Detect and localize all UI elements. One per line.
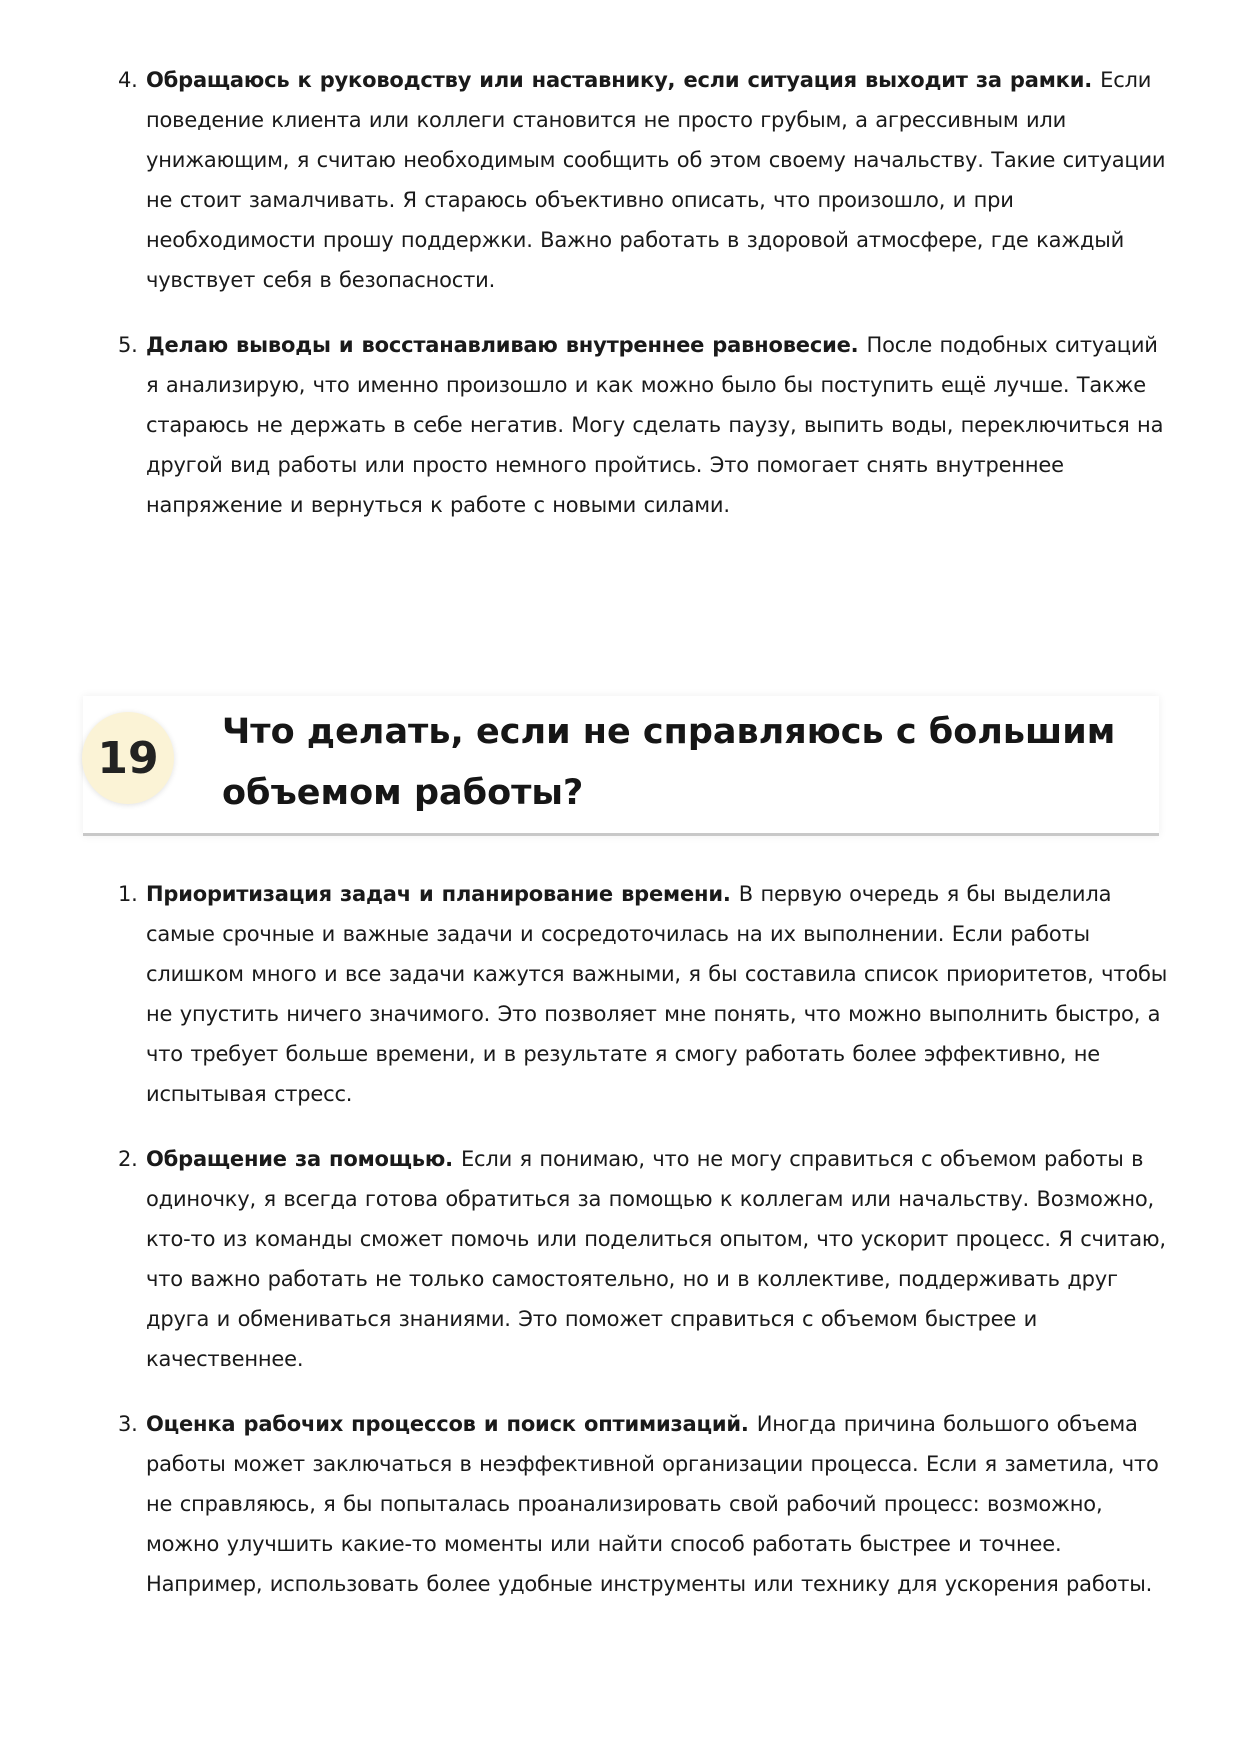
numbered-list-top	[118, 60, 1168, 525]
list-item-number: 2.	[118, 1147, 138, 1171]
list-item-title: Обращаюсь к руководству или наставнику, если ситуация выходит за рамки.	[146, 68, 1101, 92]
numbered-list-bottom	[118, 874, 1168, 1604]
list-item-number: 3.	[118, 1412, 138, 1436]
list-item-title: Оценка рабочих процессов и поиск оптимизаций.	[146, 1412, 757, 1436]
list-item-text: В первую очередь я бы выделила самые срочные и важные задачи и сосредоточилась на их выполнении. Если работы слишком много и все задачи кажутся важными, я бы составила список приоритетов, чтобы не упустить ничего значимого. Это позволяет мне понять, что можно выполнить быстро, а что требует больше времени, и в результате я смогу работать более эффективно, не испытывая стресс.	[146, 882, 1168, 1106]
list-item-number: 4.	[118, 68, 138, 92]
list-item	[118, 874, 1168, 1114]
list-item-title: Приоритизация задач и планирование времени.	[146, 882, 739, 906]
list-item-text: Если я понимаю, что не могу справиться с объемом работы в одиночку, я всегда готова обратиться за помощью к коллегам или начальству. Возможно, кто-то из команды сможет помочь или поделиться опытом, что ускорит процесс. Я считаю, что важно работать не только самостоятельно, но и в коллективе, поддерживать друг друга и обмениваться знаниями. Это поможет справиться с объемом быстрее и качественнее.	[146, 1147, 1166, 1371]
list-item-text: Если поведение клиента или коллеги становится не просто грубым, а агрессивным или унижающим, я считаю необходимым сообщить об этом своему начальству. Такие ситуации не стоит замалчивать. Я стараюсь объективно описать, что произошло, и при необходимости прошу поддержки. Важно работать в здоровой атмосфере, где каждый чувствует себя в безопасности.	[146, 68, 1166, 292]
list-item-text: После подобных ситуаций я анализирую, что именно произошло и как можно было бы поступить ещё лучше. Также стараюсь не держать в себе негатив. Могу сделать паузу, выпить воды, переключиться на другой вид работы или просто немного пройтись. Это помогает снять внутреннее напряжение и вернуться к работе с новыми силами.	[146, 333, 1164, 517]
section-title: Что делать, если не справляюсь с большим объемом работы?	[222, 712, 1116, 813]
list-item	[118, 1404, 1168, 1604]
list-item-title: Делаю выводы и восстанавливаю внутреннее равновесие.	[146, 333, 867, 357]
list-item	[118, 325, 1168, 525]
list-item	[118, 1139, 1168, 1379]
list-item-number: 5.	[118, 333, 138, 357]
list-item-text: Иногда причина большого объема работы может заключаться в неэффективной организации процесса. Если я заметила, что не справляюсь, я бы попыталась проанализировать свой рабочий процесс: возможно, можно улучшить какие-то моменты или найти способ работать быстрее и точнее. Например, использовать более удобные инструменты или технику для ускорения работы.	[146, 1412, 1159, 1596]
list-item-number: 1.	[118, 882, 138, 906]
section-number-badge: 19	[82, 712, 174, 804]
list-item	[118, 60, 1168, 300]
list-item-title: Обращение за помощью.	[146, 1147, 461, 1171]
